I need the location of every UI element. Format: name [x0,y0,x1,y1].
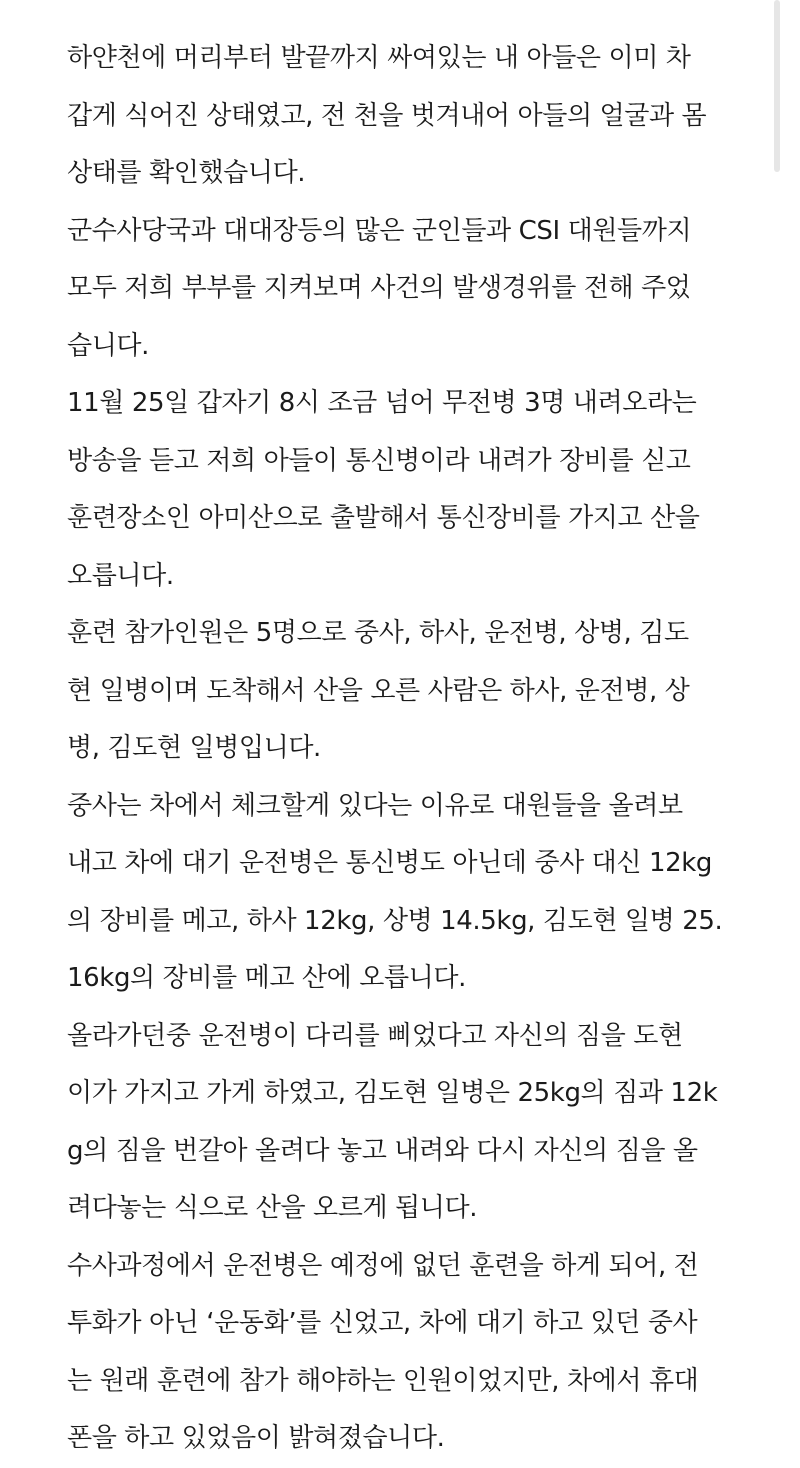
text-line: 갑게 식어진 상태였고, 전 천을 벗겨내어 아들의 얼굴과 몸 [67,100,707,131]
text-line: 현 일병이며 도착해서 산을 오른 사람은 하사, 운전병, 상 [67,675,690,706]
text-line: 방송을 듣고 저희 아들이 통신병이라 내려가 장비를 싣고 [67,445,691,476]
text-line: 수사과정에서 운전병은 예정에 없던 훈련을 하게 되어, 전 [67,1250,699,1281]
article-body [67,30,757,1468]
text-line: 오릅니다. [67,560,174,591]
text-line: 하얀천에 머리부터 발끝까지 싸여있는 내 아들은 이미 차 [67,43,691,73]
text-line: 11월 25일 갑자기 8시 조금 넘어 무전병 3명 내려오라는 [67,388,697,418]
text-line: 습니다. [67,330,150,361]
text-line: 병, 김도현 일병입니다. [67,733,321,763]
text-line: 내고 차에 대기 운전병은 통신병도 아닌데 중사 대신 12kg [67,848,712,878]
text-line: 는 원래 훈련에 참가 해야하는 인원이었지만, 차에서 휴대 [67,1365,699,1396]
text-line: 훈련 참가인원은 5명으로 중사, 하사, 운전병, 상병, 김도 [67,618,689,648]
text-line: 중사는 차에서 체크할게 있다는 이유로 대원들을 올려보 [67,790,683,821]
text-line: g의 짐을 번갈아 올려다 놓고 내려와 다시 자신의 짐을 올 [67,1135,698,1166]
text-line: 투화가 아닌 ‘운동화’를 신었고, 차에 대기 하고 있던 중사 [67,1308,698,1338]
text-line: 모두 저희 부부를 지켜보며 사건의 발생경위를 전해 주었 [67,273,691,303]
text-line: 폰을 하고 있었음이 밝혀졌습니다. [67,1423,445,1453]
text-line: 려다놓는 식으로 산을 오르게 됩니다. [67,1193,478,1223]
text-line: 이가 가지고 가게 하였고, 김도현 일병은 25kg의 짐과 12k [67,1078,718,1108]
scrollbar-thumb[interactable] [774,0,780,172]
text-line: 상태를 확인했습니다. [67,158,306,188]
text-line: 훈련장소인 아미산으로 출발해서 통신장비를 가지고 산을 [67,503,700,533]
text-line: 의 장비를 메고, 하사 12kg, 상병 14.5kg, 김도현 일병 25. [67,905,723,936]
text-line: 올라가던중 운전병이 다리를 삐었다고 자신의 짐을 도현 [67,1020,683,1051]
text-line: 16kg의 장비를 메고 산에 오릅니다. [67,963,466,993]
text-line: 군수사당국과 대대장등의 많은 군인들과 CSI 대원들까지 [67,215,692,246]
